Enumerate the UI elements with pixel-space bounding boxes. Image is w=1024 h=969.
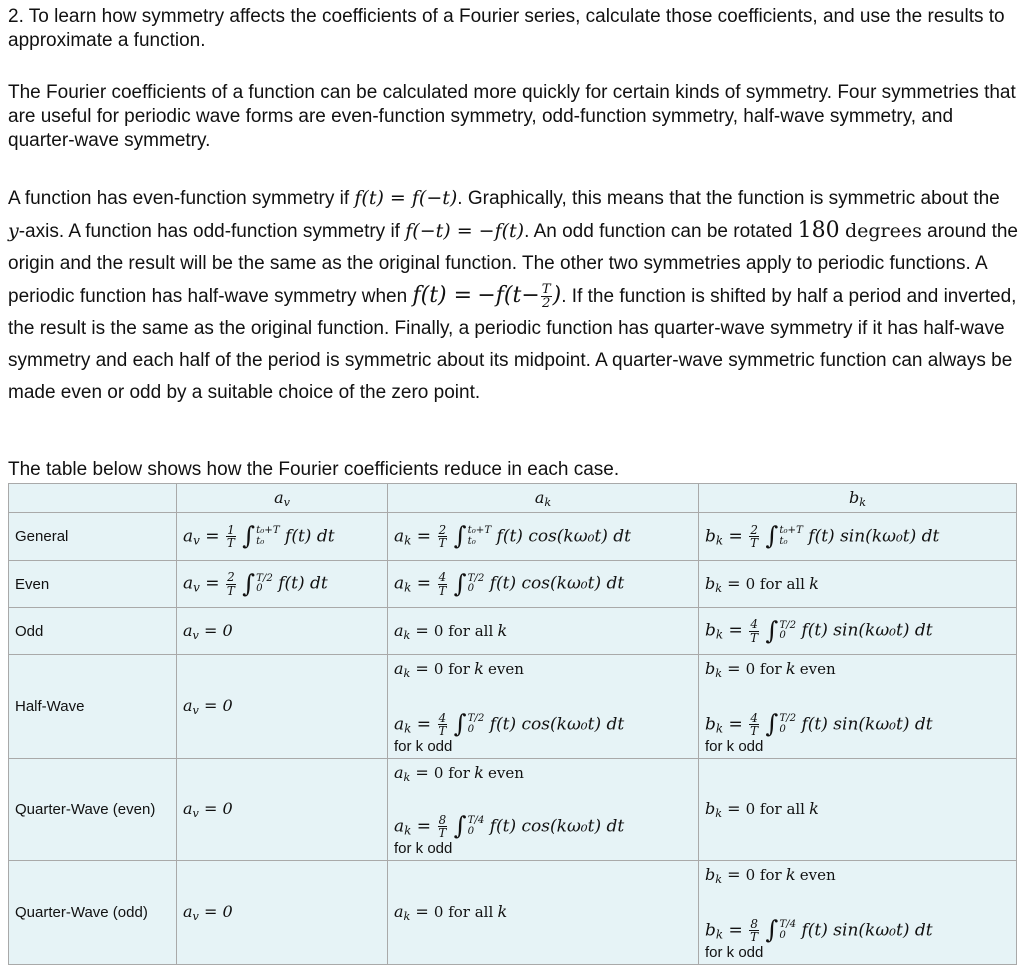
table-row [9, 655, 1017, 759]
half-period-fraction: $\frac{T}{2}$ [541, 281, 551, 312]
header-ak: $a_k$ [388, 484, 699, 513]
y-axis-var: y [8, 220, 19, 242]
half-wave-eq-left: f(t) = [412, 283, 473, 308]
even-bk-cell: $b_k = 0$ for all k [699, 561, 1017, 608]
half-bk-for-k-odd: for k odd [705, 737, 764, 755]
half-bk-odd-formula: $b_k$ = $\frac{4}{T}$ ∫ T/2 0 f(t) sin(kω₀t) dt [705, 709, 933, 739]
half-ak-for-k-odd: for k odd [394, 737, 453, 755]
row-label-quarter-odd: Quarter-Wave (odd) [9, 861, 177, 965]
qe-ak-even: $a_k = 0$ for k even [394, 762, 524, 784]
header-empty [9, 484, 177, 513]
row-label-odd: Odd [9, 608, 177, 655]
half-av-cell: $a_v = 0$ [177, 655, 388, 759]
degrees-unit: degrees [844, 220, 922, 242]
degrees-number: 180 [797, 218, 840, 243]
half-wave-eq-right: −f(t− [477, 283, 540, 308]
table-caption: The table below shows how the Fourier coefficients reduce in each case. [8, 459, 620, 480]
qe-ak-for-k-odd: for k odd [394, 839, 453, 857]
qe-av-cell: $a_v = 0$ [177, 759, 388, 861]
header-bk: $b_k$ [699, 484, 1017, 513]
qe-ak-cell [388, 759, 699, 861]
half-bk-even: $b_k = 0$ for k even [705, 658, 836, 680]
row-label-even: Even [9, 561, 177, 608]
question-line: To learn how symmetry affects the coefficients of a Fourier series, calculate those coefficients, and use the results to approximate a function. [8, 6, 1005, 51]
qe-ak-odd-formula: $a_k$ = $\frac{8}{T}$ ∫ T/4 0 f(t) cos(kω₀t) dt [394, 811, 625, 841]
paragraph-definitions: A function has even-function symmetry if f(t) = f(−t). Graphically, this means that the function is symmetric about the y-axis. A function has odd-function symmetry if f(−t) = −f(t). An odd function can be rotated 180 degrees around the origin and the result will be the same as the original function. The other two symmetries apply to periodic functions. A periodic function has half-wave symmetry when f(t) = −f(t− $\frac{T}{2}$ ). If the function is shifted by half a period and inverted, the result is the same as the original function. Finally, a periodic function has quarter-wave symmetry if it has half-wave symmetry and each half of the period is symmetric about its midpoint. A quarter-wave symmetric function can always be made even or odd by a suitable choice of the zero point. [8, 187, 1018, 403]
half-ak-even: $a_k = 0$ for k even [394, 658, 524, 680]
header-av: $a_v$ [177, 484, 388, 513]
odd-bk-cell: $b_k$ = $\frac{4}{T}$ ∫ T/2 0 f(t) sin(kω₀t) dt [699, 608, 1017, 655]
general-av-cell: $a_v$ = $\frac{1}{T}$ ∫ t₀+T t₀ f(t) dt [177, 513, 388, 561]
half-ak-cell [388, 655, 699, 759]
row-label-half-wave: Half-Wave [9, 655, 177, 759]
qo-bk-even: $b_k = 0$ for k even [705, 864, 836, 886]
general-ak-cell: $a_k$ = $\frac{2}{T}$ ∫ t₀+T t₀ f(t) cos(kω₀t) dt [388, 513, 699, 561]
table-row [9, 759, 1017, 861]
odd-av-cell: $a_v = 0$ [177, 608, 388, 655]
qo-av-cell: $a_v = 0$ [177, 861, 388, 965]
even-ak-cell: $a_k$ = $\frac{4}{T}$ ∫ T/2 0 f(t) cos(kω₀t) dt [388, 561, 699, 608]
intro-text [8, 5, 1018, 53]
fourier-coefficient-table [8, 483, 1017, 965]
table-row [9, 608, 1017, 655]
even-equation: f(t) = f(−t) [354, 187, 458, 209]
table-row [9, 513, 1017, 561]
odd-ak-cell: $a_k = 0$ for all k [388, 608, 699, 655]
qo-ak-cell: $a_k = 0$ for all k [388, 861, 699, 965]
question-number: 2. [8, 6, 24, 27]
row-label-general: General [9, 513, 177, 561]
qo-bk-for-k-odd: for k odd [705, 943, 764, 961]
half-ak-odd-formula: $a_k$ = $\frac{4}{T}$ ∫ T/2 0 f(t) cos(kω₀t) dt [394, 709, 625, 739]
even-av-cell: $a_v$ = $\frac{2}{T}$ ∫ T/2 0 f(t) dt [177, 561, 388, 608]
table-row [9, 861, 1017, 965]
qo-bk-cell [699, 861, 1017, 965]
paragraph-symmetries: The Fourier coefficients of a function can be calculated more quickly for certain kinds of symmetry. Four symmetries that are useful for periodic wave forms are even-function symmetry, odd-function symmetry, half-wave symmetry, and quarter-wave symmetry. [8, 82, 1016, 151]
half-bk-cell [699, 655, 1017, 759]
table-header-row [9, 484, 1017, 513]
qo-bk-odd-formula: $b_k$ = $\frac{8}{T}$ ∫ T/4 0 f(t) sin(kω₀t) dt [705, 915, 933, 945]
general-bk-cell: $b_k$ = $\frac{2}{T}$ ∫ t₀+T t₀ f(t) sin(kω₀t) dt [699, 513, 1017, 561]
row-label-quarter-even: Quarter-Wave (even) [9, 759, 177, 861]
qe-bk-cell: $b_k = 0$ for all k [699, 759, 1017, 861]
table-row [9, 561, 1017, 608]
odd-equation: f(−t) = −f(t) [405, 220, 525, 242]
